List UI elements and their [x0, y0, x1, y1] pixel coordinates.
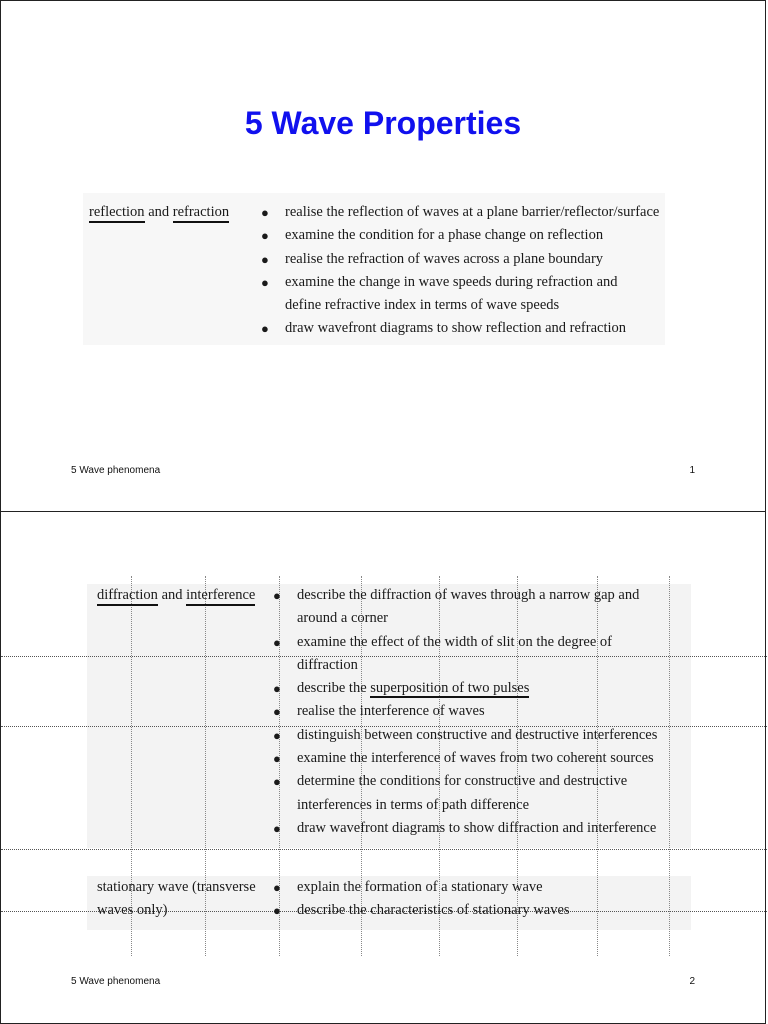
topic-reflection: reflection — [89, 204, 145, 223]
page-number: 1 — [689, 465, 695, 476]
topic-and: and — [144, 204, 173, 220]
bullet-icon: ● — [273, 681, 281, 697]
topic-label-stationary: stationary wave (transverse waves only) — [97, 879, 256, 919]
bullet-icon: ● — [273, 588, 281, 603]
list-item: ● examine the effect of the width of slit on the degree of diffraction — [297, 631, 707, 678]
superposition-underlined: superposition of two pulses — [370, 680, 530, 697]
bullet-icon: ● — [273, 634, 281, 650]
bullet-icon: ● — [261, 205, 269, 220]
bullet-icon: ● — [273, 903, 281, 919]
list-item: ● examine the interference of waves from two coherent sources — [297, 747, 707, 770]
slide-title: 5 Wave Properties — [244, 105, 522, 141]
topic-diffraction: diffraction — [97, 587, 158, 606]
bullet-icon: ● — [273, 774, 281, 790]
list-item: ● draw wavefront diagrams to show reflection and refraction — [285, 317, 685, 340]
objectives-list — [273, 584, 707, 840]
list-item: ● explain the formation of a stationary wave — [297, 876, 697, 899]
list-item: ● describe the characteristics of stationary waves — [297, 899, 697, 922]
bullet-icon: ● — [273, 880, 281, 895]
footer-label: 5 Wave phenomena — [71, 976, 161, 987]
slide-1 — [0, 0, 766, 512]
grid-line — [1, 849, 767, 850]
topic-interference: interference — [186, 587, 255, 606]
list-item: ● realise the reflection of waves at a plane barrier/reflector/surface — [285, 201, 685, 224]
bullet-icon: ● — [273, 751, 281, 767]
objectives-list-stationary — [273, 876, 697, 923]
bullet-icon: ● — [261, 251, 269, 267]
list-item: ● realise the refraction of waves across a plane boundary — [285, 248, 685, 271]
topic-and: and — [157, 587, 187, 603]
list-item: ● distinguish between constructive and destructive interferences — [297, 724, 707, 747]
objectives-list — [261, 201, 685, 341]
list-item: ● examine the change in wave speeds during refraction and define refractive index in terms of wave speeds — [285, 271, 685, 318]
bullet-icon: ● — [261, 274, 269, 290]
list-item: ● draw wavefront diagrams to show diffraction and interference — [297, 817, 707, 840]
topic-label — [89, 201, 229, 224]
page-number: 2 — [689, 976, 695, 987]
slide-2 — [0, 511, 766, 1024]
footer-label: 5 Wave phenomena — [71, 465, 161, 476]
list-item: ● realise the interference of waves — [297, 700, 707, 723]
bullet-icon: ● — [273, 820, 281, 836]
bullet-icon: ● — [261, 321, 269, 337]
bullet-icon: ● — [273, 704, 281, 720]
list-item: ● determine the conditions for constructive and destructive interferences in terms of path difference — [297, 770, 707, 817]
list-item: ● describe the diffraction of waves through a narrow gap and around a corner — [297, 584, 707, 631]
topic-label — [97, 584, 255, 607]
bullet-icon: ● — [261, 228, 269, 244]
list-item: ● describe the superposition of two pulses — [297, 677, 707, 700]
list-item: ● examine the condition for a phase change on reflection — [285, 224, 685, 247]
topic-refraction: refraction — [173, 204, 229, 223]
bullet-icon: ● — [273, 727, 281, 743]
